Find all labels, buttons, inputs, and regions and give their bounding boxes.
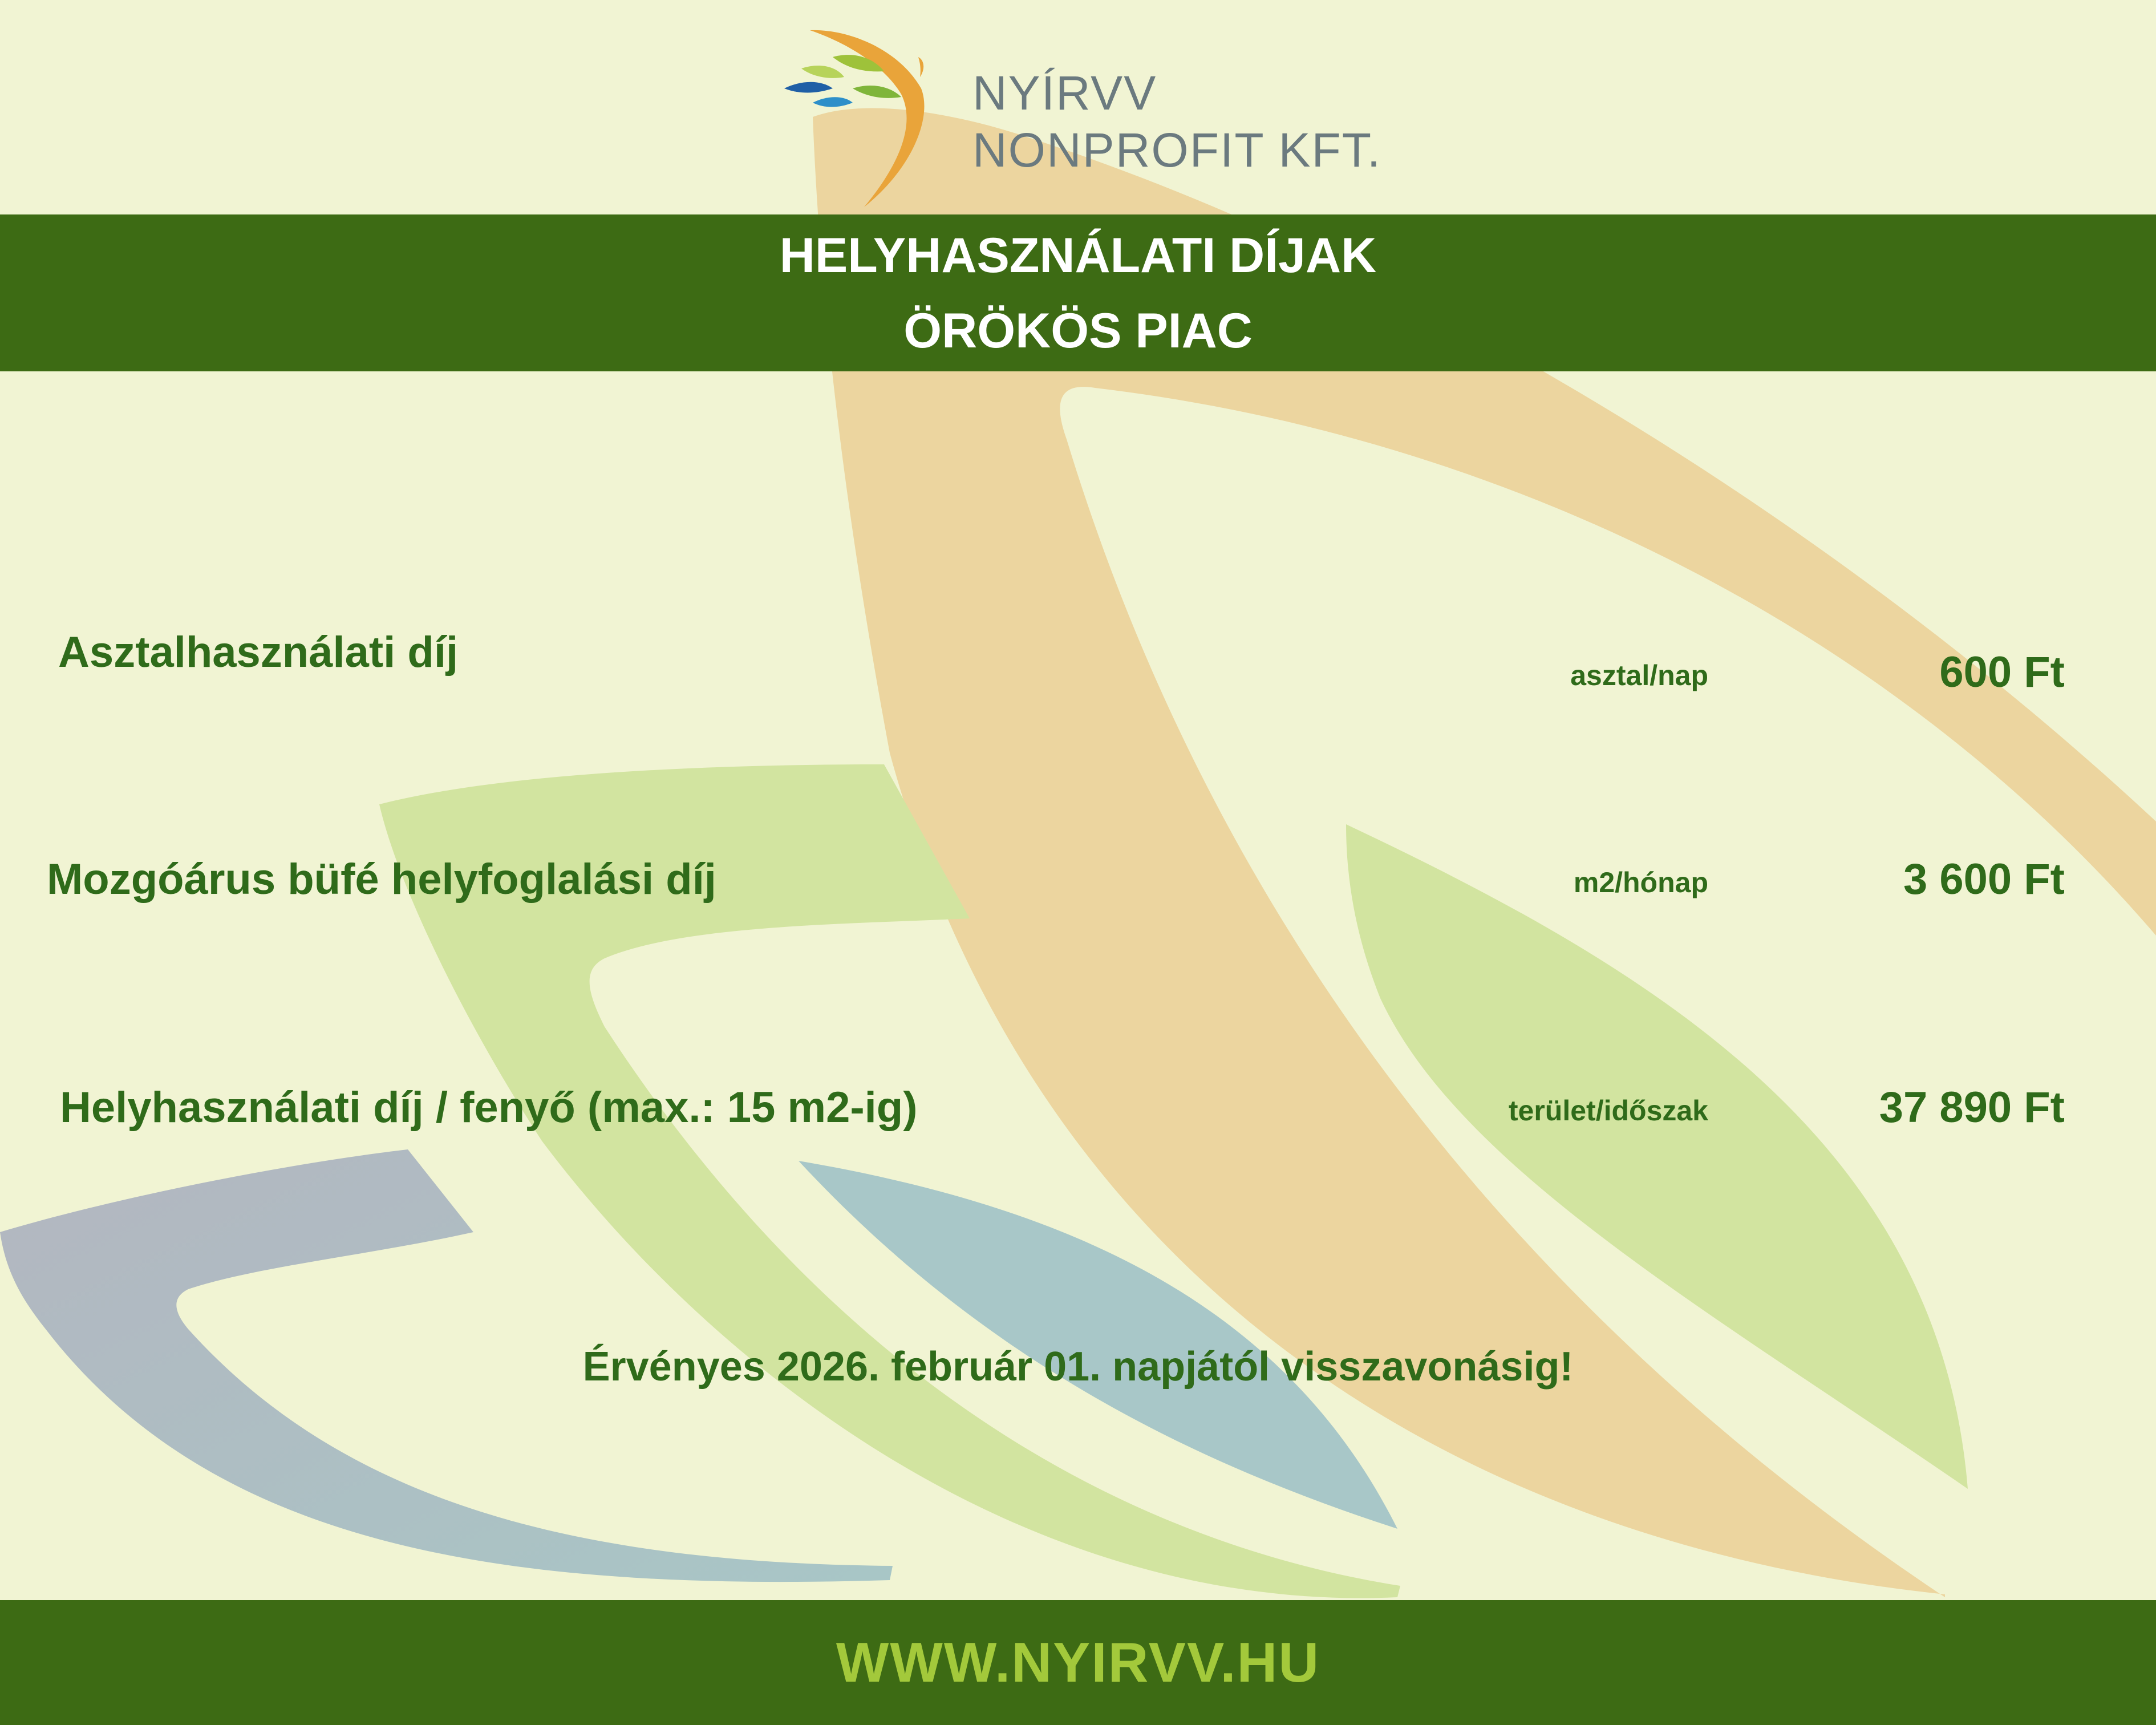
fee-unit-mobile-buffet: m2/hónap bbox=[1573, 866, 1708, 898]
fee-price-table: 600 Ft bbox=[1939, 648, 2065, 697]
website-link[interactable]: WWW.NYIRVV.HU bbox=[836, 1631, 1320, 1694]
butterfly-leaf-logo bbox=[779, 26, 950, 214]
logo-blue-leaf-1 bbox=[784, 82, 833, 93]
header-band bbox=[0, 214, 2156, 371]
brand-name-line1: NYÍRVV bbox=[972, 66, 1157, 120]
logo-green-leaf-3 bbox=[853, 86, 901, 98]
fee-label-table: Asztalhasználati díj bbox=[58, 628, 459, 677]
fee-unit-table: asztal/nap bbox=[1570, 659, 1708, 691]
footer-band bbox=[0, 1600, 2156, 1725]
fee-label-pine: Helyhasználati díj / fenyő (max.: 15 m2-ig) bbox=[60, 1083, 918, 1132]
fee-price-pine: 37 890 Ft bbox=[1879, 1083, 2065, 1132]
logo-blue-leaf-2 bbox=[813, 97, 853, 107]
validity-note: Érvényes 2026. február 01. napjától visszavonásig! bbox=[582, 1344, 1574, 1390]
fee-price-mobile-buffet: 3 600 Ft bbox=[1903, 855, 2065, 904]
page-subtitle: ÖRÖKÖS PIAC bbox=[903, 303, 1253, 358]
fee-unit-pine: terület/időszak bbox=[1508, 1095, 1708, 1127]
logo-orange-top bbox=[918, 57, 923, 77]
logo-orange-wing bbox=[810, 30, 924, 207]
page-title: HELYHASZNÁLATI DÍJAK bbox=[779, 228, 1377, 283]
brand-name-line2: NONPROFIT KFT. bbox=[972, 123, 1382, 177]
fee-label-mobile-buffet: Mozgóárus büfé helyfoglalási díj bbox=[47, 855, 716, 904]
logo-green-leaf-2 bbox=[801, 66, 844, 78]
